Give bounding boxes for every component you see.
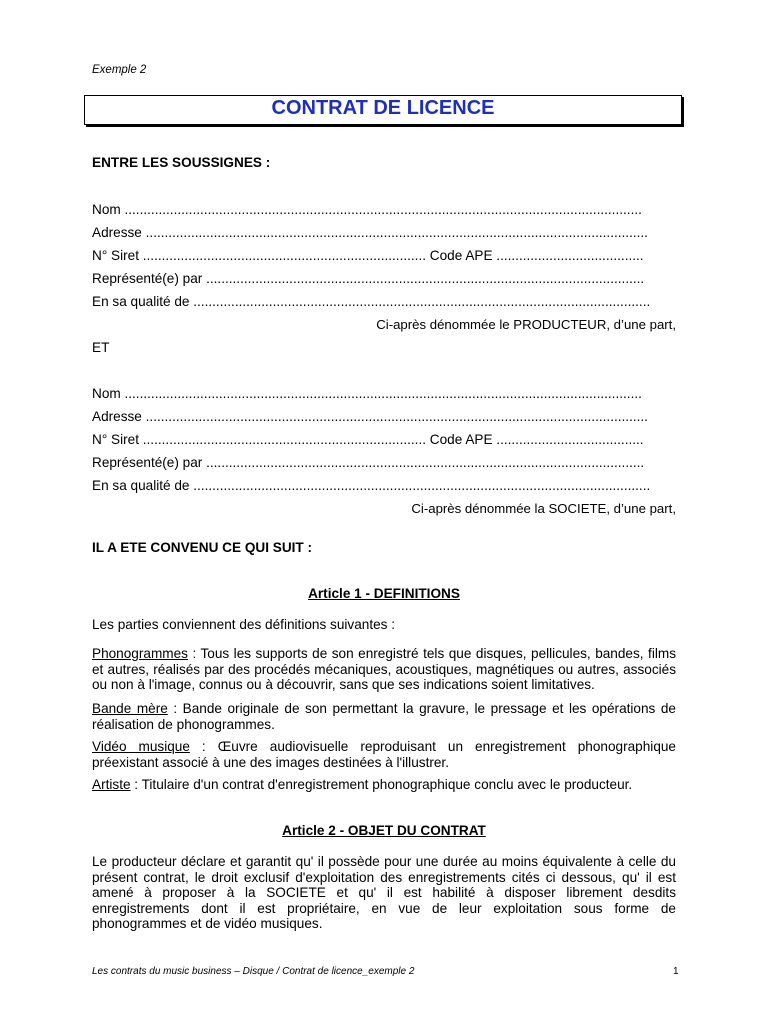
party1-represente-field: Représenté(e) par .................................................................................................................... [92, 271, 645, 286]
party1-siret-field: N° Siret ........................................................................... Code APE ....................................... [92, 248, 644, 263]
article2-text: Le producteur déclare et garantit qu' il possède pour une durée au moins équivalente à celle du présent contrat, le droit exclusif d'exploitation des enregistrements cités ci dessous, qu' il est amené à proposer à la SOCIETE et qu' il est habilité à disposer librement desdits enregistrements dont il est propriétaire, en vue de leur exploitation sous forme de phonogrammes et de vidéo musiques. [92, 854, 676, 932]
party1-nom-field: Nom ......................................................................................................................................... [92, 202, 642, 217]
example-label: Exemple 2 [92, 64, 147, 76]
party2-siret-field: N° Siret ........................................................................... Code APE ....................................... [92, 432, 644, 447]
et-label: ET [92, 340, 110, 355]
definition-text: : Œuvre audiovisuelle reproduisant un enregistrement phonographique préexistant associé à une des images destinées à l'illustrer. [92, 739, 676, 770]
party1-adresse-field: Adresse ..................................................................................................................................... [92, 225, 648, 240]
definition-term: Artiste [92, 777, 131, 792]
definition-term: Vidéo musique [92, 739, 190, 754]
party2-nom-field: Nom ......................................................................................................................................... [92, 386, 642, 401]
footer-text: Les contrats du music business – Disque / Contrat de licence_exemple 2 [92, 966, 415, 977]
definition-video-musique [92, 739, 676, 770]
convenu-heading: IL A ETE CONVENU CE QUI SUIT : [92, 540, 313, 555]
page-number: 1 [673, 966, 679, 977]
definition-bande-mere [92, 701, 676, 732]
definition-phonogrammes [92, 646, 676, 693]
party1-qualite-field: En sa qualité de ......................................................................................................................... [92, 294, 651, 309]
definition-text: : Bande originale de son permettant la gravure, le pressage et les opérations de réalisation de phonogrammes. [92, 701, 676, 732]
definition-artiste [92, 777, 676, 793]
party2-designation: Ci-après dénommée la SOCIETE, d’une part, [411, 501, 676, 516]
article1-intro: Les parties conviennent des définitions suivantes : [92, 617, 396, 632]
party2-adresse-field: Adresse ..................................................................................................................................... [92, 409, 648, 424]
document-title: CONTRAT DE LICENCE [271, 97, 495, 119]
definition-term: Bande mère [92, 701, 168, 716]
definition-term: Phonogrammes [92, 646, 188, 661]
party2-qualite-field: En sa qualité de ......................................................................................................................... [92, 478, 651, 493]
definition-text: : Tous les supports de son enregistré tels que disques, pellicules, bandes, films et autres, réalisés par des procédés mécaniques, acoustiques, magnétiques ou autres, associés ou non à l'image, connus ou à découvrir, sans que ses indications soient limitatives. [92, 646, 676, 693]
title-box [84, 95, 682, 125]
definition-text: : Titulaire d'un contrat d'enregistrement phonographique conclu avec le producteur. [130, 777, 633, 792]
party2-represente-field: Représenté(e) par .................................................................................................................... [92, 455, 645, 470]
article1-title: Article 1 - DEFINITIONS [308, 586, 460, 601]
parties-intro: ENTRE LES SOUSSIGNES : [92, 155, 271, 170]
article2-title: Article 2 - OBJET DU CONTRAT [282, 823, 486, 838]
party1-designation: Ci-après dénommée le PRODUCTEUR, d’une part, [376, 317, 676, 332]
